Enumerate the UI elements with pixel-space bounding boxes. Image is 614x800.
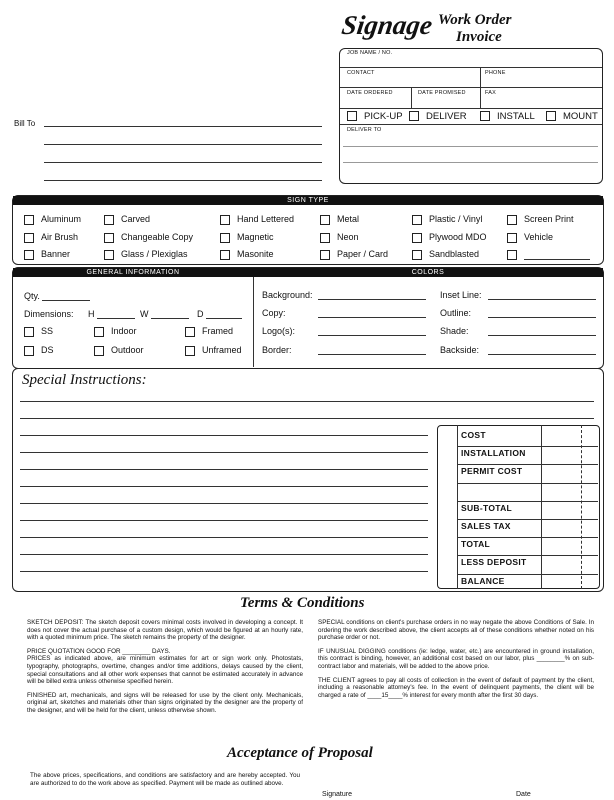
sign-type-label: Neon [337,232,359,242]
terms-special-conditions: SPECIAL conditions on client's purchase orders in no way negate the above Conditions of Sale. In ordering the work described above, the client accepts all of these conditions whether noted on his purchase order or not. [318,619,594,642]
cost-row-divider [457,555,598,556]
terms-right-column [318,619,594,705]
inset-line-field[interactable] [488,299,596,300]
ss-option[interactable]: SS [24,326,53,337]
sign-type-option[interactable] [220,214,294,225]
mount-option[interactable] [546,111,598,122]
sign-type-label: Air Brush [41,232,79,242]
sign-type-option[interactable] [220,232,274,243]
bill-to-line-2[interactable] [44,144,322,145]
deliver-label: DELIVER [426,111,467,122]
colors-heading: COLORS [253,268,603,277]
divider [340,67,602,68]
date-promised-label: DATE PROMISED [418,90,466,96]
outline-label: Outline: [440,308,472,318]
terms-finished-art: FINISHED art, mechanicals, and signs will be released for use by the client only. Mechanicals, original art, sketches and materials other than signs originated by the designer are the property of the designer, and will be held for the client, unless otherwise shown. [27,691,303,714]
fax-label: FAX [485,90,496,96]
sign-type-label: Screen Print [524,214,574,224]
instruction-line[interactable] [20,452,428,453]
sign-type-label: Paper / Card [337,249,389,259]
dimensions-label: Dimensions: [24,309,74,319]
divider [480,87,481,108]
height-field[interactable]: H [88,309,135,319]
divider [411,87,412,108]
sign-type-label: Banner [41,249,71,259]
instruction-line[interactable] [20,571,428,572]
cost-row-divider [457,574,598,575]
special-instructions-title: Special Instructions: [22,372,147,388]
deliver-to-line[interactable] [343,162,598,163]
outdoor-option[interactable]: Outdoor [94,345,144,356]
cost-row-divider [457,446,598,447]
divider [340,124,602,125]
instruction-line[interactable] [20,469,428,470]
instruction-line[interactable] [20,401,594,402]
mount-checkbox[interactable] [546,111,556,121]
bill-to-label: Bill To [14,119,36,128]
sign-type-label: Plastic / Vinyl [429,214,483,224]
logos-label: Logo(s): [262,326,296,336]
sign-type-label: Plywood MDO [429,232,487,242]
sign-type-label: Metal [337,214,360,224]
border-field[interactable] [318,354,426,355]
sign-type-label: Aluminum [41,214,82,224]
sign-type-label: Carved [121,214,151,224]
sign-type-option[interactable] [220,249,274,260]
sign-type-label: Masonite [237,249,274,259]
cost-row-label: COST [461,430,486,440]
bill-to-line-1[interactable] [44,126,322,127]
cost-row-divider [457,464,598,465]
sign-type-checkbox[interactable] [220,215,230,225]
sign-type-heading: SIGN TYPE [13,196,603,205]
sign-type-option[interactable] [104,214,150,225]
sign-type-option[interactable] [412,249,479,260]
cost-row-label: TOTAL [461,539,491,550]
instruction-line[interactable] [20,435,428,436]
background-field[interactable] [318,299,426,300]
general-info-heading: GENERAL INFORMATION [13,268,253,277]
phone-label: PHONE [485,70,506,76]
backside-label: Backside: [440,345,480,355]
sign-type-label: Changeable Copy [121,232,194,242]
divider [581,425,582,589]
divider [541,425,542,589]
sign-type-label: Vehicle [524,232,554,242]
sign-type-option[interactable] [104,249,188,260]
copy-label: Copy: [262,308,286,318]
cost-row-label: PERMIT COST [461,466,523,477]
cost-row-divider [457,537,598,538]
work-order-label: Work Order [438,12,512,28]
sign-type-label: Sandblasted [429,249,480,259]
cost-row-divider [457,501,598,502]
bill-to-line-3[interactable] [44,162,322,163]
cost-row-divider [457,483,598,484]
sign-type-checkbox[interactable] [507,233,517,243]
instruction-line[interactable] [20,520,428,521]
pickup-checkbox[interactable] [347,111,357,121]
sign-type-label: Magnetic [237,232,274,242]
divider [253,277,254,367]
acceptance-text: The above prices, specifications, and conditions are satisfactory and are hereby accepted. You are authorized to do the work above as specified. Payment will be made as outlined above. [30,772,300,787]
sign-type-checkbox[interactable] [507,215,517,225]
indoor-option[interactable]: Indoor [94,326,137,337]
terms-left-column [27,619,303,721]
invoice-label: Invoice [456,29,502,45]
width-field[interactable]: W [140,309,189,319]
terms-prices: PRICES as indicated above, are minimum estimates for art or sign work only. Photostats, typography, photographs, overtime, changes and/or time additions, delays caused by the client, special consultations and all other work expenses that cannot be estimated accurately in advance will be billed extra unless otherwise specified herein. [27,655,303,686]
sign-type-checkbox[interactable] [24,233,34,243]
sign-type-option[interactable] [24,232,78,243]
mount-label: MOUNT [563,111,598,122]
cost-row-divider [457,519,598,520]
brand-title: Signage [339,10,435,40]
install-checkbox[interactable] [480,111,490,121]
terms-title: Terms & Conditions [240,595,365,611]
instruction-line[interactable] [20,486,428,487]
border-label: Border: [262,345,292,355]
copy-field[interactable] [318,317,426,318]
sign-type-label [524,251,590,260]
pickup-label: PICK-UP [364,111,403,122]
shade-label: Shade: [440,326,469,336]
sign-type-option[interactable] [104,232,193,243]
qty-field[interactable] [42,292,90,301]
sign-type-checkbox[interactable] [104,233,114,243]
terms-price-quotation: PRICE QUOTATION GOOD FOR ________ DAYS. [27,647,171,655]
signature-label: Signature [322,791,352,798]
sign-type-checkbox[interactable] [104,215,114,225]
sign-type-checkbox[interactable] [412,215,422,225]
sign-type-option[interactable] [320,249,388,260]
contact-label: CONTACT [347,70,375,76]
unframed-option[interactable]: Unframed [185,345,242,356]
sign-type-option[interactable] [507,249,590,260]
bill-to-line-4[interactable] [44,180,322,181]
deliver-to-line[interactable] [343,146,598,147]
instruction-line[interactable] [20,537,428,538]
sign-type-option[interactable] [412,232,487,243]
qty-label: Qty. [24,291,90,301]
sign-type-option[interactable] [507,214,574,225]
sign-type-option[interactable] [24,214,81,225]
sign-type-checkbox[interactable] [220,233,230,243]
divider [340,108,602,109]
depth-field[interactable]: D [197,309,242,319]
cost-row-label: BALANCE [461,575,505,586]
sign-type-checkbox[interactable] [412,250,422,260]
instruction-line[interactable] [20,503,428,504]
logos-field[interactable] [318,335,426,336]
cost-row-label: SALES TAX [461,521,511,531]
date-ordered-label: DATE ORDERED [347,90,393,96]
inset-line-label: Inset Line: [440,290,482,300]
pickup-option[interactable] [347,111,403,122]
date-label: Date [516,791,531,798]
backside-field[interactable] [488,354,596,355]
terms-unusual-digging: IF UNUSUAL DIGGING conditions (ie: ledge, water, etc.) are encountered in ground installation, this contract is binding, however, an additional cost based on our labor, plus ________% on sub-contract labor and materials, will be added to the above price. [318,647,594,670]
deliver-checkbox[interactable] [409,111,419,121]
sign-type-label: Hand Lettered [237,214,295,224]
install-option[interactable] [480,111,535,122]
sign-type-checkbox[interactable] [412,233,422,243]
sign-type-checkbox[interactable] [320,250,330,260]
deliver-option[interactable] [409,111,467,122]
sign-type-checkbox[interactable] [24,250,34,260]
sign-type-checkbox[interactable] [507,250,517,260]
terms-client-collection: THE CLIENT agrees to pay all costs of collection in the event of default of payment by the client, including a reasonable attorney's fee. In the event of delinquent payments, the client will be charged a rate of ____15____% interest for every month after the first 30 days. [318,676,594,699]
cost-row-label: INSTALLATION [461,448,526,459]
sign-type-checkbox[interactable] [104,250,114,260]
background-label: Background: [262,290,313,300]
sign-type-option[interactable] [24,249,70,260]
ds-option[interactable]: DS [24,345,54,356]
framed-option[interactable]: Framed [185,326,233,337]
divider [457,425,458,589]
sign-type-option[interactable] [320,232,359,243]
sign-type-checkbox[interactable] [24,215,34,225]
install-label: INSTALL [497,111,535,122]
sign-type-checkbox[interactable] [320,233,330,243]
sign-type-option[interactable] [320,214,359,225]
shade-field[interactable] [488,335,596,336]
divider [480,67,481,87]
cost-row-label: LESS DEPOSIT [461,557,527,568]
job-name-label: JOB NAME / NO. [347,50,393,56]
divider [340,87,602,88]
sign-type-option[interactable] [412,214,482,225]
sign-type-checkbox[interactable] [220,250,230,260]
terms-sketch-deposit: SKETCH DEPOSIT: The sketch deposit covers minimal costs involved in developing a concept. It does not cover the actual purchase of a custom design, which would be figured at an hourly rate, with a quoted minimum price. The sketch remains the property of the designer. [27,619,303,642]
acceptance-title: Acceptance of Proposal [227,745,373,761]
sign-type-label: Glass / Plexiglas [121,249,188,259]
sign-type-option[interactable] [507,232,553,243]
instruction-line[interactable] [20,418,594,419]
cost-row-label: SUB-TOTAL [461,502,513,513]
deliver-to-label: DELIVER TO [347,127,382,133]
instruction-line[interactable] [20,554,428,555]
sign-type-checkbox[interactable] [320,215,330,225]
outline-field[interactable] [488,317,596,318]
